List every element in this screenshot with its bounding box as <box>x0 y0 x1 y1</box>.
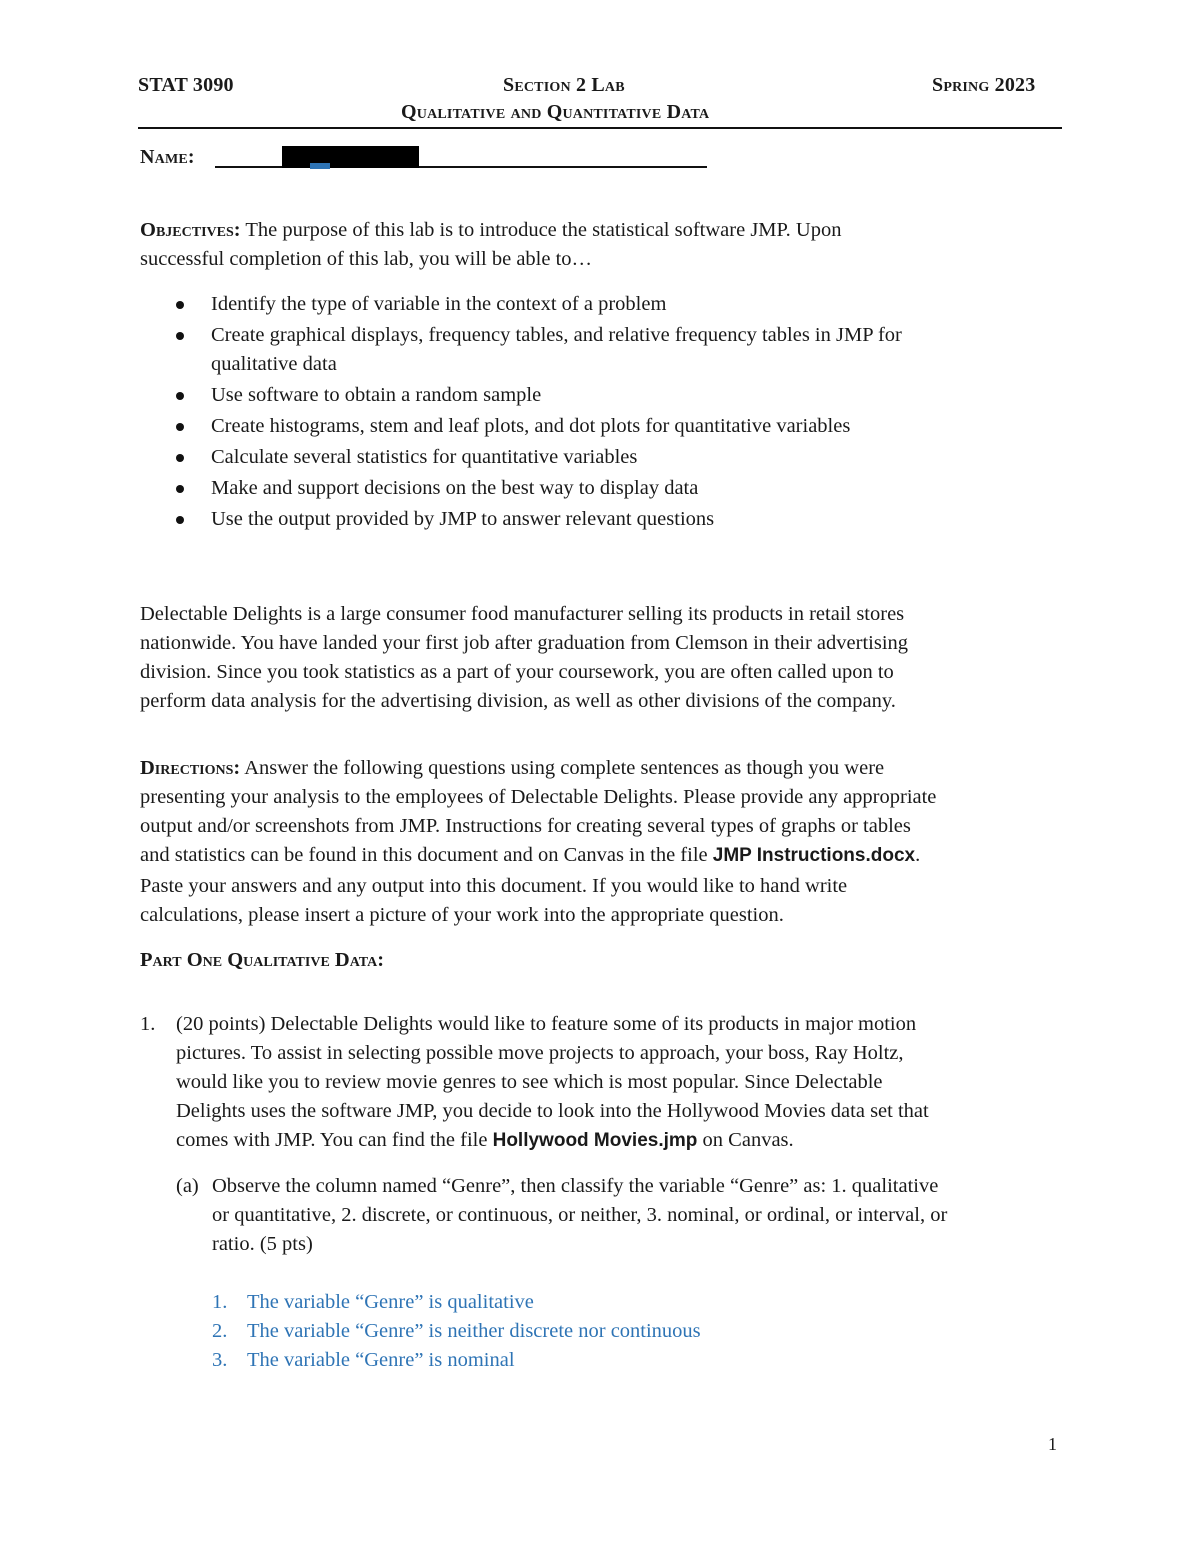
directions-text: . <box>915 844 921 866</box>
question-line: Delights uses the software JMP, you decide to look into the Hollywood Movies data set that <box>176 1100 929 1122</box>
answer-text: The variable “Genre” is nominal <box>247 1349 515 1371</box>
part-a-line: ratio. (5 pts) <box>212 1233 313 1255</box>
list-item: Use the output provided by JMP to answer relevant questions <box>211 508 715 530</box>
list-item: Create histograms, stem and leaf plots, and dot plots for quantitative variables <box>211 415 851 437</box>
list-item: qualitative data <box>211 353 337 375</box>
directions-text: Paste your answers and any output into this document. If you would like to hand write <box>140 875 848 897</box>
bullet-icon <box>176 516 184 524</box>
redacted-name <box>282 146 419 168</box>
part-a-label: (a) <box>176 1175 199 1197</box>
list-item: Calculate several statistics for quantitative variables <box>211 446 638 468</box>
bullet-icon <box>176 332 184 340</box>
page-number: 1 <box>1048 1434 1057 1454</box>
redaction-edge <box>310 163 330 169</box>
bullet-icon <box>176 423 184 431</box>
section-title: Section 2 Lab <box>503 74 625 96</box>
name-label: Name: <box>140 146 195 168</box>
objectives-text: The purpose of this lab is to introduce the statistical software JMP. Upon <box>240 219 842 241</box>
list-item: Use software to obtain a random sample <box>211 384 542 406</box>
answer-text: The variable “Genre” is qualitative <box>247 1291 534 1313</box>
question-line: on Canvas. <box>697 1129 794 1151</box>
directions-text: presenting your analysis to the employees of Delectable Delights. Please provide any appropriate <box>140 786 937 808</box>
list-item: Create graphical displays, frequency tables, and relative frequency tables in JMP for <box>211 324 902 346</box>
answer-number: 3. <box>212 1349 228 1371</box>
objectives-list <box>211 290 902 534</box>
part-a-line: Observe the column named “Genre”, then classify the variable “Genre” as: 1. qualitative <box>212 1175 939 1197</box>
intro-line: perform data analysis for the advertising division, as well as other divisions of the company. <box>140 690 896 712</box>
directions-text: calculations, please insert a picture of your work into the appropriate question. <box>140 904 784 926</box>
question-line: (20 points) Delectable Delights would like to feature some of its products in major motion <box>176 1013 917 1035</box>
intro-line: Delectable Delights is a large consumer food manufacturer selling its products in retail stores <box>140 603 905 625</box>
directions-text: output and/or screenshots from JMP. Instructions for creating several types of graphs or tables <box>140 815 911 837</box>
header-rule <box>138 127 1062 129</box>
intro-line: division. Since you took statistics as a part of your coursework, you are often called upon to <box>140 661 894 683</box>
objectives-paragraph <box>140 216 841 274</box>
intro-paragraph <box>140 600 908 716</box>
part-a-text <box>212 1172 947 1259</box>
hollywood-movies-filename: Hollywood Movies.jmp <box>492 1130 698 1151</box>
directions-paragraph <box>140 754 936 930</box>
intro-line: nationwide. You have landed your first job after graduation from Clemson in their advertising <box>140 632 909 654</box>
question-line: comes with JMP. You can find the file <box>176 1129 493 1151</box>
objectives-label: Objectives: <box>140 219 241 241</box>
answer-number: 1. <box>212 1291 228 1313</box>
bullet-icon <box>176 485 184 493</box>
directions-text: and statistics can be found in this document and on Canvas in the file <box>140 844 713 866</box>
question-line: pictures. To assist in selecting possible move projects to approach, your boss, Ray Holtz, <box>176 1042 904 1064</box>
bullet-icon <box>176 454 184 462</box>
lab-subtitle: Qualitative and Quantitative Data <box>401 101 710 123</box>
list-item: Make and support decisions on the best way to display data <box>211 477 699 499</box>
list-item: Identify the type of variable in the context of a problem <box>211 293 667 315</box>
answer-text: The variable “Genre” is neither discrete nor continuous <box>247 1320 701 1342</box>
question-number: 1. <box>140 1013 156 1035</box>
term: Spring 2023 <box>932 74 1036 96</box>
objectives-text-2: successful completion of this lab, you will be able to… <box>140 248 593 270</box>
answer-number: 2. <box>212 1320 228 1342</box>
bullet-icon <box>176 301 184 309</box>
course-code: STAT 3090 <box>138 74 234 96</box>
question-1-text <box>176 1010 929 1155</box>
directions-text: Answer the following questions using complete sentences as though you were <box>240 757 885 779</box>
part-one-heading: Part One Qualitative Data: <box>140 949 385 971</box>
question-line: would like you to review movie genres to see which is most popular. Since Delectable <box>176 1071 883 1093</box>
bullet-icon <box>176 392 184 400</box>
jmp-instructions-filename: JMP Instructions.docx <box>712 845 916 866</box>
directions-label: Directions: <box>140 757 241 779</box>
part-a-line: or quantitative, 2. discrete, or continuous, or neither, 3. nominal, or ordinal, or interval, or <box>212 1204 948 1226</box>
